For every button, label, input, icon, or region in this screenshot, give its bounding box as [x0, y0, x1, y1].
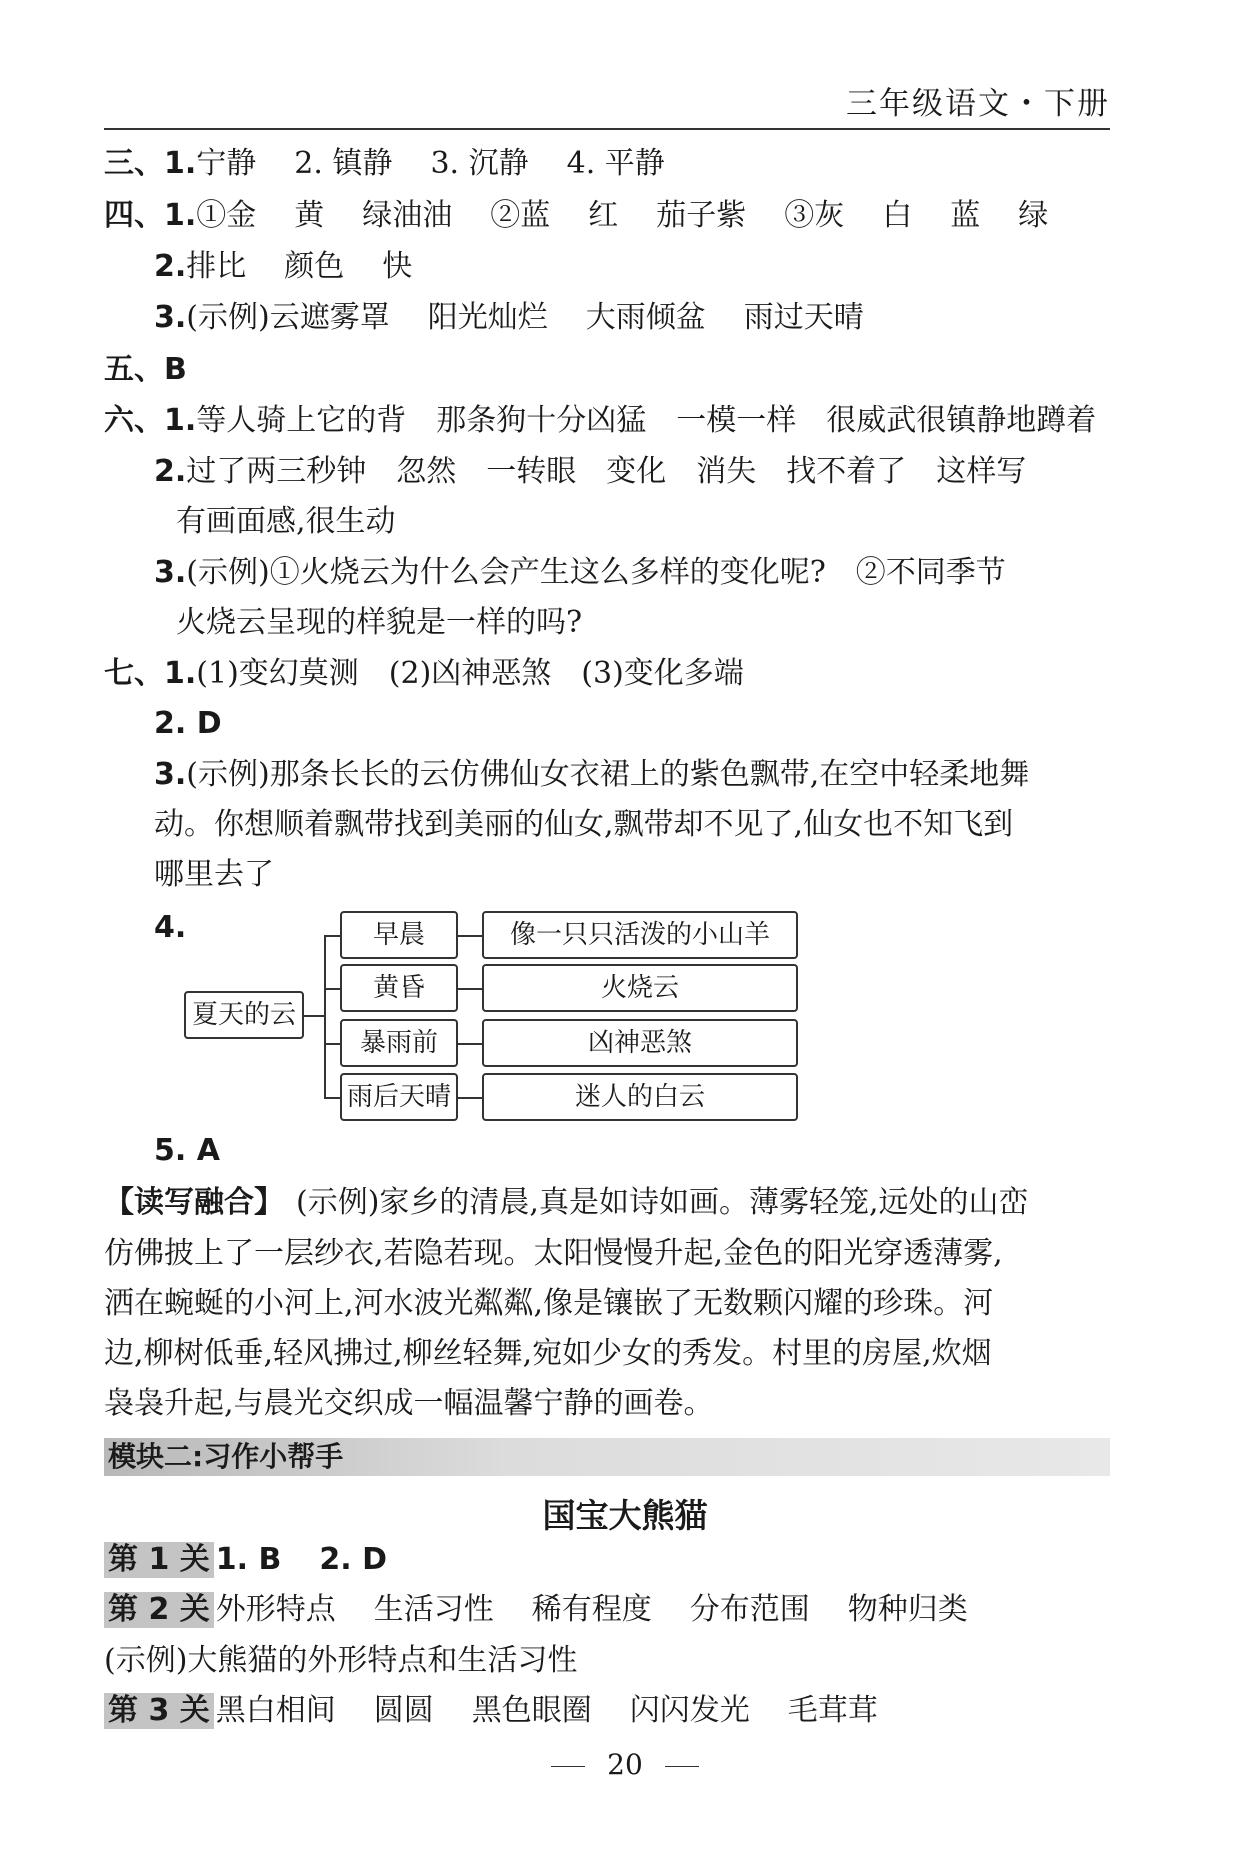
reading-line-3: 洒在蜿蜒的小河上,河水波光粼粼,像是镶嵌了无数颗闪耀的珍珠。河: [104, 1286, 994, 1321]
answer-row-7-5: 5. A: [154, 1133, 220, 1168]
answer-row-6-3-cont: 火烧云呈现的样貌是一样的吗?: [176, 605, 583, 640]
connector: [458, 1097, 482, 1099]
diagram-time: 黄昏: [340, 964, 458, 1012]
page-header: 三年级语文・下册: [846, 86, 1110, 122]
connector: [324, 935, 340, 937]
reading-line-2: 仿佛披上了一层纱衣,若隐若现。太阳慢慢升起,金色的阳光穿透薄雾,: [104, 1236, 1003, 1271]
reading-line-4: 边,柳树低垂,轻风拂过,柳丝轻舞,宛如少女的秀发。村里的房屋,炊烟: [104, 1336, 992, 1371]
diagram-desc: 迷人的白云: [482, 1073, 798, 1121]
answer-row-7-3-cont2: 哪里去了: [154, 857, 274, 892]
answer-row-7-1: 七、1.(1)变幻莫测 (2)凶神恶煞 (3)变化多端: [104, 656, 744, 691]
connector: [458, 935, 482, 937]
level-tag: 第 3 关: [104, 1693, 214, 1729]
reading-line-1: 【读写融合】 (示例)家乡的清晨,真是如诗如画。薄雾轻笼,远处的山峦: [104, 1185, 1029, 1220]
answer-row-6-2-cont: 有画面感,很生动: [176, 504, 396, 539]
connector: [324, 1043, 340, 1045]
diagram-desc: 凶神恶煞: [482, 1019, 798, 1067]
page-number: 20: [0, 1748, 1250, 1781]
connector: [304, 1015, 324, 1017]
reading-line-5: 袅袅升起,与晨光交织成一幅温馨宁静的画卷。: [104, 1386, 714, 1421]
connector: [458, 1043, 482, 1045]
connector: [324, 935, 326, 1099]
level-2-example: (示例)大熊猫的外形特点和生活习性: [104, 1643, 578, 1678]
answer-row-7-3: 3.(示例)那条长长的云仿佛仙女衣裙上的紫色飘带,在空中轻柔地舞: [154, 757, 1030, 792]
level-tag: 第 2 关: [104, 1592, 214, 1628]
answer-row-7-4: 4.: [154, 910, 187, 945]
answer-row-4-3: 3.(示例)云遮雾罩 阳光灿烂 大雨倾盆 雨过天晴: [154, 300, 864, 335]
header-divider: [104, 128, 1110, 130]
answer-row-6-3: 3.(示例)①火烧云为什么会产生这么多样的变化呢? ②不同季节: [154, 555, 1006, 590]
answer-row-6-2: 2.过了两三秒钟 忽然 一转眼 变化 消失 找不着了 这样写: [154, 454, 1027, 489]
diagram-root: 夏天的云: [184, 991, 304, 1039]
answer-row-3: 三、1.宁静 2. 镇静 3. 沉静 4. 平静: [104, 146, 665, 181]
level-3-row: 第 3 关 黑白相间 圆圆 黑色眼圈 闪闪发光 毛茸茸: [104, 1693, 878, 1729]
level-1-row: 第 1 关 1. B 2. D: [104, 1542, 387, 1578]
connector: [324, 1097, 340, 1099]
answer-row-6-1: 六、1.等人骑上它的背 那条狗十分凶猛 一模一样 很威武很镇静地蹲着: [104, 403, 1097, 438]
question-label: 三、1.: [104, 146, 197, 181]
level-2-row: 第 2 关 外形特点 生活习性 稀有程度 分布范围 物种归类: [104, 1592, 968, 1628]
diagram-desc: 像一只只活泼的小山羊: [482, 911, 798, 959]
section-title: 模块二:习作小帮手: [108, 1440, 344, 1473]
answer-row-7-3-cont: 动。你想顺着飘带找到美丽的仙女,飘带却不见了,仙女也不知飞到: [154, 807, 1014, 842]
essay-title: 国宝大熊猫: [542, 1496, 708, 1535]
connector: [458, 988, 482, 990]
diagram-desc: 火烧云: [482, 964, 798, 1012]
level-tag: 第 1 关: [104, 1542, 214, 1578]
diagram-time: 雨后天晴: [340, 1073, 458, 1121]
answer-row-7-2: 2. D: [154, 706, 222, 741]
diagram-time: 暴雨前: [340, 1019, 458, 1067]
reading-tag: 【读写融合】: [104, 1185, 284, 1220]
answer-row-4-1: 四、1.①金 黄 绿油油 ②蓝 红 茄子紫 ③灰 白 蓝 绿: [104, 198, 1049, 233]
connector: [324, 988, 340, 990]
answer-row-4-2: 2.排比 颜色 快: [154, 249, 413, 284]
diagram-time: 早晨: [340, 911, 458, 959]
answer-row-5: 五、B: [104, 352, 187, 387]
